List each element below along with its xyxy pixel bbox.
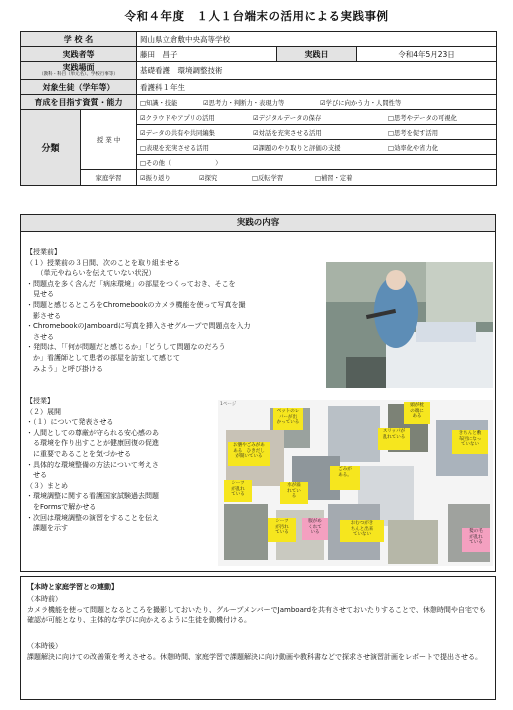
body-line: ・問題点を多く含んだ「病床環境」の部屋をつくっておき、そこを	[26, 279, 236, 288]
body-line: 影させる	[26, 311, 61, 320]
school-label: 学 校 名	[21, 32, 137, 47]
checked-box-icon: ☑	[140, 175, 146, 182]
target-value: 看護科１年生	[137, 80, 497, 95]
checkbox-label: クラウドやアプリの活用	[145, 114, 215, 122]
body-line: か」看護師として患者の部屋を訪室して感じて	[26, 353, 180, 362]
checkbox-item	[140, 143, 248, 152]
unchecked-box-icon: □	[388, 114, 394, 122]
checked-box-icon: ☑	[253, 144, 259, 152]
checkbox-label: 振り返り	[145, 175, 171, 182]
practice-heading: 実践の内容	[20, 214, 496, 232]
category-label: 分類	[21, 110, 81, 186]
checkbox-label: データの共有や共同編集	[145, 129, 215, 137]
unchecked-box-icon: □	[315, 175, 321, 182]
date-label: 実践日	[277, 47, 357, 62]
sticky-note: 頭が枕 の端に ある	[404, 402, 430, 424]
body-line: せる	[26, 471, 47, 480]
classroom-photo	[326, 262, 493, 388]
checkbox-label: 知識・技能	[145, 99, 178, 107]
sticky-note: ベットのレ バーが出 かっている	[273, 408, 303, 430]
checkbox-label: デジタルデータの保存	[258, 114, 322, 122]
body-line: ・問題と感じるところをChromebookのカメラ機能を使って写真を撮	[26, 300, 246, 309]
footer-heading: 【本時と家庭学習との連動】	[27, 583, 118, 591]
abilities-row	[137, 95, 497, 110]
checkbox-item	[140, 128, 248, 137]
practice-date: 令和4年5月23日	[357, 47, 497, 62]
unchecked-box-icon: □	[252, 175, 258, 182]
body-line: をFormsで解かせる	[26, 502, 97, 511]
body-line: ・（１）について発表させる	[26, 418, 114, 427]
checkbox-item	[199, 173, 247, 182]
checkbox-label: 表現を充実させる活用	[145, 144, 209, 152]
sticky-note: おむつがき ちんと出来 ていない	[340, 520, 384, 542]
scene-value: 基礎看護 環境調整技術	[137, 62, 497, 80]
before-text: カメラ機能を使って問題となるところを撮影しておいたり、グループメンバーでJamboardを共有させておいたりすることで、休憩時間や自宅でも確認が可能となり、主体的な学びに向かえるように生徒を動機付ける。	[27, 606, 486, 624]
page-title: 令和４年度 １人１台端末の活用による実践事例	[124, 9, 389, 23]
unchecked-box-icon: □	[140, 99, 146, 107]
sticky-note: シーツ が乱れ ている	[224, 480, 252, 502]
info-table	[20, 31, 497, 186]
in-class-row	[137, 125, 497, 140]
in-class-row	[137, 155, 497, 170]
checkbox-label: 探究	[204, 175, 218, 182]
body-line: ・発問は、「「何が問題だと感じるか」「どうして問題なのだろう	[26, 343, 226, 352]
checked-box-icon: ☑	[253, 129, 259, 137]
collage-page-label: 1ページ	[220, 402, 237, 407]
checked-box-icon: ☑	[203, 99, 209, 107]
checkbox-item	[140, 113, 248, 122]
checkbox-item	[388, 143, 488, 152]
body-text-bottom	[26, 396, 159, 534]
checked-box-icon: ☑	[320, 99, 326, 107]
checkbox-label: 効率化や省力化	[393, 144, 439, 152]
checkbox-item	[388, 113, 488, 122]
body-line: 課題を示す	[26, 524, 68, 533]
checkbox-label: 思考力・判断力・表現力等	[208, 99, 285, 107]
sticky-note: 髪の毛 が乱れ ている	[462, 528, 490, 552]
sticky-note: スリッパが 乱れている	[378, 428, 410, 450]
sticky-note: 水が溢 れてい る	[280, 482, 308, 504]
sticky-note: 服がめ くれて いる	[302, 518, 328, 540]
body-line: に重要であることを気づかせる	[26, 449, 131, 458]
body-line: させる	[26, 332, 54, 341]
unchecked-box-icon: □	[388, 144, 394, 152]
checkbox-item	[252, 173, 310, 182]
unchecked-box-icon: □	[388, 129, 394, 137]
body-line: る環境を作り出すことが健康回復の促進	[26, 439, 159, 448]
checkbox-label: その他（ ）	[145, 159, 222, 167]
checkbox-item	[315, 173, 375, 182]
body-line: （２）展開	[26, 407, 61, 416]
checkbox-label: 思考やデータの可視化	[393, 114, 457, 122]
checkbox-item	[140, 98, 198, 107]
checked-box-icon: ☑	[199, 175, 205, 182]
body-line: ・次回は環境調整の演習をすることを伝え	[26, 513, 159, 522]
sticky-note: ごみが ある。	[330, 466, 360, 490]
teacher-name: 藤田 昌子	[137, 47, 277, 62]
home-link-section	[20, 576, 496, 700]
checkbox-item	[253, 128, 383, 137]
body-line: 見せる	[26, 290, 54, 299]
checked-box-icon: ☑	[253, 114, 259, 122]
scene-sublabel: （教科・科目（単元名）、学校行事等）	[39, 72, 118, 77]
body-line: ・具体的な環境整備の方法について考えさ	[26, 460, 159, 469]
scene-label-cell	[21, 62, 137, 80]
sticky-note: お膳やごみがあ ある ひきだし が開いている	[228, 442, 270, 466]
sticky-note: シーツ が汚れ ている	[268, 518, 296, 542]
sticky-note: きちんと敷 布団になっ ていない	[452, 430, 488, 454]
checkbox-label: 補習・定着	[320, 175, 353, 182]
body-line: （１）授業前の３日間、次のことを取り組ませる	[26, 258, 180, 267]
checkbox-label: 思考を促す活用	[393, 129, 439, 137]
checkbox-item	[140, 173, 194, 182]
in-class-row	[137, 110, 497, 125]
body-text-top	[26, 247, 251, 374]
school-name: 岡山県立倉敷中央高等学校	[137, 32, 497, 47]
target-label: 対象生徒（学年等）	[21, 80, 137, 95]
checkbox-label: 課題のやり取りと評価の支援	[258, 144, 341, 152]
in-class-label: 授 業 中	[81, 110, 137, 170]
abilities-label: 育成を目指す資質・能力	[21, 95, 137, 110]
body-line: 【授業前】	[26, 248, 61, 256]
body-line: ・人間としての尊厳が守られる安心感のあ	[26, 428, 159, 437]
checkbox-label: 反転学習	[257, 175, 284, 182]
checkbox-item	[203, 98, 315, 107]
before-label: （本時前）	[27, 595, 62, 603]
checkbox-item	[320, 98, 440, 107]
teacher-label: 実践者等	[21, 47, 137, 62]
in-class-row	[137, 140, 497, 155]
checked-box-icon: ☑	[140, 129, 146, 137]
body-line: ・ChromebookのJamboardに写真を挿入させグループで問題点を入力	[26, 322, 251, 331]
body-line: みよう」と呼び掛ける	[26, 364, 103, 373]
checkbox-item	[388, 128, 488, 137]
unchecked-box-icon: □	[140, 144, 146, 152]
checkbox-item	[253, 113, 383, 122]
body-line: ・環境調整に関する看護国家試験過去問題	[26, 492, 159, 501]
checkbox-label: 学びに向かう力・人間性等	[325, 99, 402, 107]
home-label: 家庭学習	[81, 170, 137, 186]
jamboard-collage	[218, 400, 493, 566]
body-line: （３）まとめ	[26, 481, 68, 490]
home-row	[137, 170, 497, 186]
after-label: （本時後）	[27, 642, 62, 650]
scene-label: 実践場面	[62, 63, 95, 72]
unchecked-box-icon: □	[140, 159, 146, 167]
checkbox-label: 対話を充実させる活用	[258, 129, 322, 137]
after-text: 課題解決に向けての改善策を考えさせる。休憩時間、家庭学習で課題解決に向け動画や教科書などで探求させ演習計画をレポートで提出させる。	[27, 653, 482, 661]
body-line: （単元やねらいを伝えていない状況）	[26, 269, 156, 278]
body-line: 【授業】	[26, 397, 54, 405]
checkbox-item	[253, 143, 383, 152]
checked-box-icon: ☑	[140, 114, 146, 122]
checkbox-item	[140, 158, 248, 167]
